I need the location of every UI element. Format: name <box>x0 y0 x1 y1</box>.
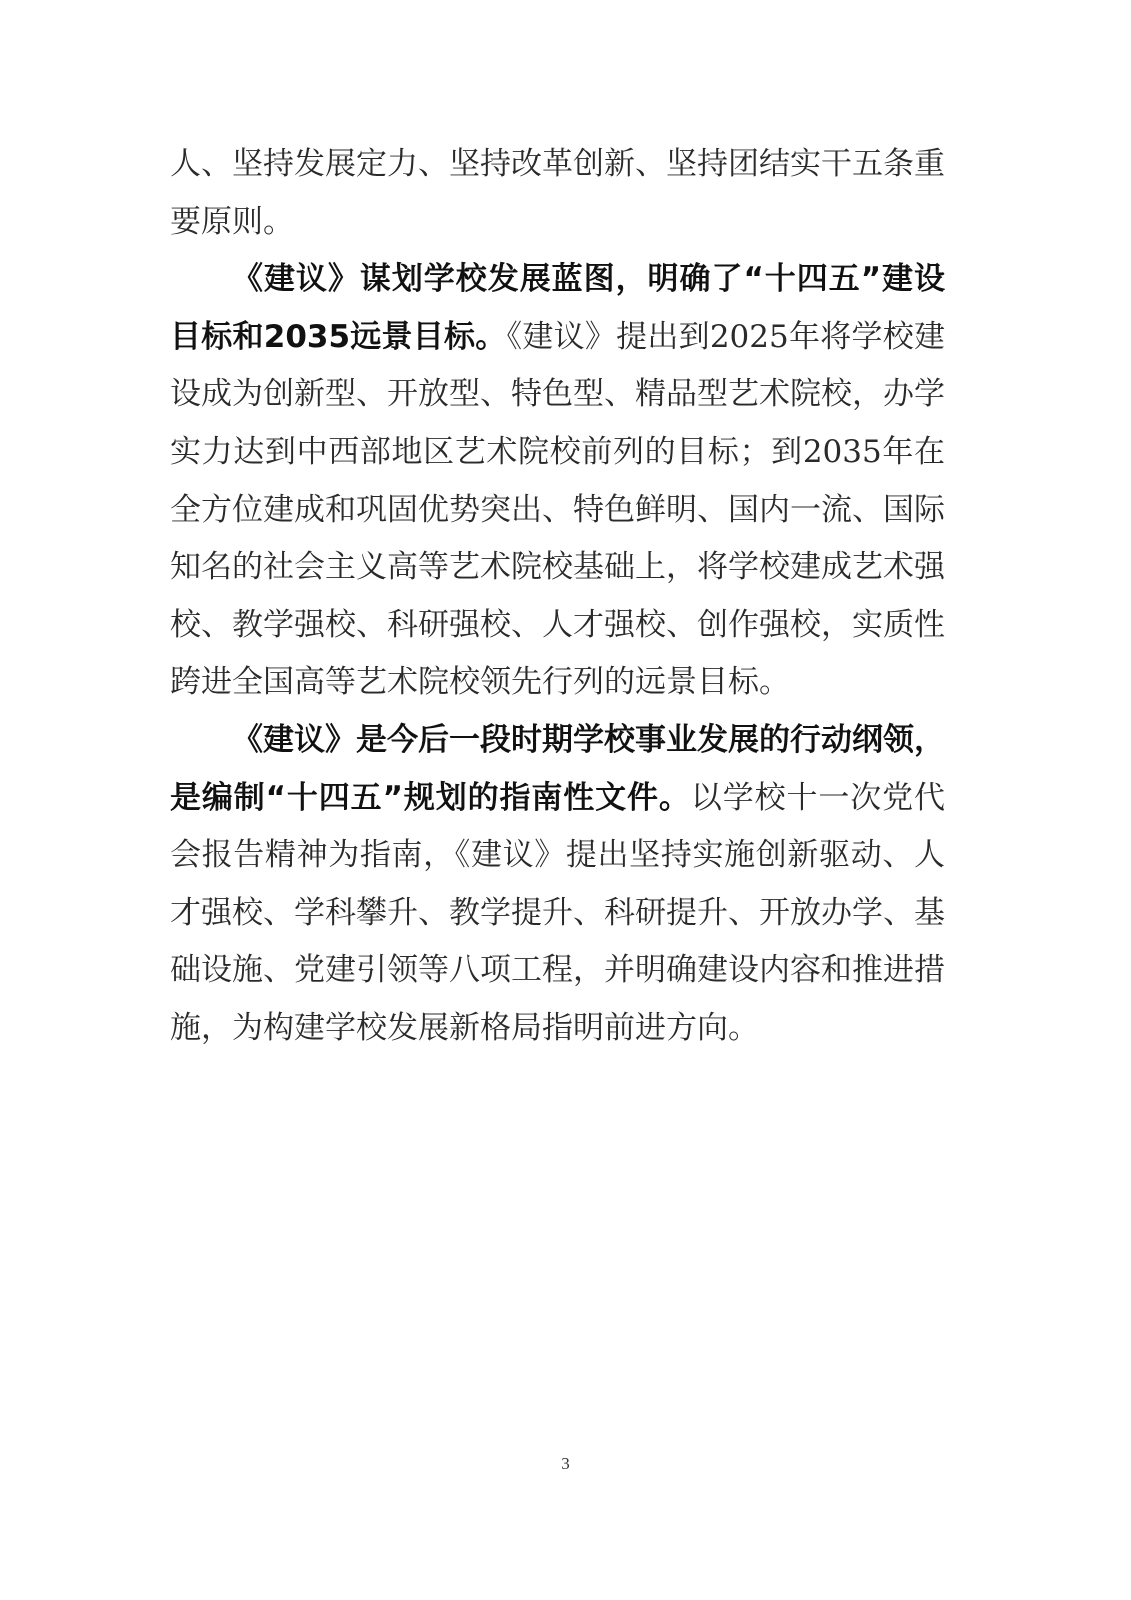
paragraph-3-lead: 《建议》是今后一段时期学校事业发展的行动纲领，是编制“十四五”规划的指南性文件。 <box>170 721 945 816</box>
paragraph-2 <box>170 251 945 712</box>
paragraph-3-body: 以学校十一次党代会报告精神为指南，《建议》提出坚持实施创新驱动、人才强校、学科攀升、教学提升、科研提升、开放办学、基础设施、党建引领等八项工程，并明确建设内容和推进措施，为构建学校发展新格局指明前进方向。 <box>170 779 946 1046</box>
paragraph-2-body: 《建议》提出到2025年将学校建设成为创新型、开放型、特色型、精品型艺术院校，办学实力达到中西部地区艺术院校前列的目标；到2035年在全方位建成和巩固优势突出、特色鲜明、国内一流、国际知名的社会主义高等艺术院校基础上，将学校建成艺术强校、教学强校、科研强校、人才强校、创作强校，实质性跨进全国高等艺术院校领先行列的远景目标。 <box>170 318 945 701</box>
paragraph-1-body: 人、坚持发展定力、坚持改革创新、坚持团结实干五条重要原则。 <box>170 146 945 240</box>
paragraph-1 <box>170 136 945 251</box>
page-number: 3 <box>561 1454 570 1473</box>
paragraph-2-lead: 《建议》谋划学校发展蓝图，明确了“十四五”建设目标和2035远景目标。 <box>170 261 945 355</box>
paragraph-3 <box>170 712 945 1058</box>
document-body <box>170 136 945 1058</box>
